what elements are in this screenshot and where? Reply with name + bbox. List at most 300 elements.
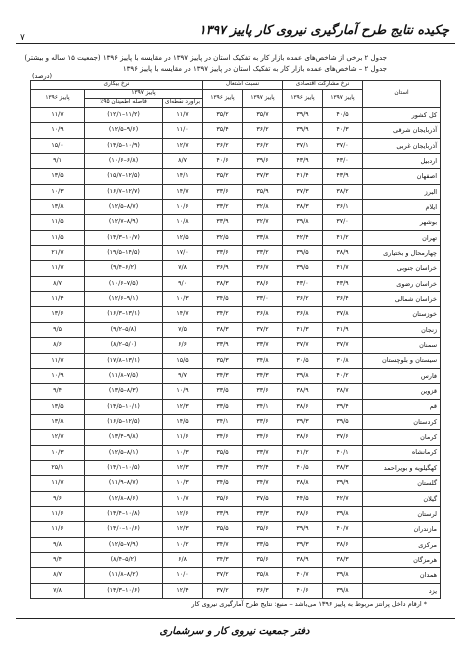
employment-96-cell: ۳۴/۶ xyxy=(203,430,243,445)
province-cell: آذربایجان شرقی xyxy=(363,123,441,138)
confidence-range-cell: (۵/۰–۸/۲) xyxy=(85,338,163,353)
unemployment-97-cell: ۱۴/۱ xyxy=(163,169,203,184)
participation-97-cell: ۳۹/۹ xyxy=(323,476,363,491)
participation-97-cell: ۴۰/۵ xyxy=(323,108,363,123)
table-row xyxy=(31,384,441,399)
participation-97-cell: ۳۷/۰ xyxy=(323,138,363,153)
employment-97-cell: ۳۳/۶ xyxy=(243,414,283,429)
confidence-range-cell: (۹/۸–۱۳/۴) xyxy=(85,430,163,445)
province-cell: سیستان و بلوچستان xyxy=(363,353,441,368)
employment-97-cell: ۳۳/۶ xyxy=(243,384,283,399)
header-confidence-range: فاصله اطمینان ۹۵٪ xyxy=(85,99,163,108)
employment-97-cell: ۳۳/۲ xyxy=(243,246,283,261)
table-row xyxy=(31,522,441,537)
confidence-range-cell: (۹/۱–۱۲/۶) xyxy=(85,292,163,307)
unemployment-96-cell: ۱۱/۷ xyxy=(31,108,85,123)
table-row xyxy=(31,460,441,475)
unemployment-96-cell: ۱۳/۸ xyxy=(31,414,85,429)
confidence-range-cell: (۱۲/۵–۱۵/۷) xyxy=(85,169,163,184)
table-row xyxy=(31,506,441,521)
unemployment-96-cell: ۱۰/۳ xyxy=(31,184,85,199)
participation-97-cell: ۳۸/۶ xyxy=(323,537,363,552)
page-number: ۷ xyxy=(20,33,25,43)
participation-97-cell: ۳۹/۸ xyxy=(323,583,363,598)
employment-97-cell: ۳۵/۹ xyxy=(243,184,283,199)
unemployment-96-cell: ۸/۶ xyxy=(31,338,85,353)
unemployment-97-cell: ۱۱/۰ xyxy=(163,123,203,138)
employment-97-cell: ۳۴/۸ xyxy=(243,353,283,368)
participation-96-cell: ۳۸/۹ xyxy=(283,384,323,399)
unemployment-97-cell: ۱۱/۶ xyxy=(163,430,203,445)
participation-96-cell: ۳۹/۸ xyxy=(283,215,323,230)
employment-97-cell: ۳۲/۴ xyxy=(243,460,283,475)
unemployment-97-cell: ۱۰/۶ xyxy=(163,200,203,215)
employment-97-cell: ۳۲/۸ xyxy=(243,200,283,215)
employment-97-cell: ۳۵/۷ xyxy=(243,108,283,123)
province-cell: خراسان رضوی xyxy=(363,276,441,291)
employment-97-cell: ۳۴/۳ xyxy=(243,368,283,383)
table-caption-secondary: جدول ۲ – شاخص‌های عمده بازار کار به تفکیک استان در پاییز ۱۳۹۷ در مقایسه با پاییز ۱۳۹۶ xyxy=(122,65,387,73)
employment-96-cell: ۳۵/۵ xyxy=(203,445,243,460)
unemployment-97-cell: ۶/۶ xyxy=(163,338,203,353)
province-cell: قم xyxy=(363,399,441,414)
unemployment-96-cell: ۲۱/۷ xyxy=(31,246,85,261)
unemployment-97-cell: ۱۱/۷ xyxy=(163,108,203,123)
employment-96-cell: ۳۵/۲ xyxy=(203,169,243,184)
unemployment-96-cell: ۱۰/۹ xyxy=(31,123,85,138)
unemployment-96-cell: ۹/۸ xyxy=(31,537,85,552)
employment-96-cell: ۳۷/۲ xyxy=(203,583,243,598)
unemployment-97-cell: ۱۰/۳ xyxy=(163,476,203,491)
confidence-range-cell: (۱۲/۷–۱۶/۷) xyxy=(85,184,163,199)
participation-97-cell: ۳۹/۴ xyxy=(323,399,363,414)
footer-divider xyxy=(16,618,455,619)
province-cell: سمنان xyxy=(363,338,441,353)
table-row xyxy=(31,430,441,445)
footer-brand: دفتر جمعیت نیروی کار و سرشماری xyxy=(159,626,310,637)
employment-96-cell: ۳۳/۶ xyxy=(203,184,243,199)
unemployment-97-cell: ۱۰/۲ xyxy=(163,537,203,552)
employment-97-cell: ۳۷/۲ xyxy=(243,322,283,337)
unemployment-96-cell: ۱۱/۷ xyxy=(31,261,85,276)
unemployment-96-cell: ۱۳/۵ xyxy=(31,399,85,414)
unemployment-96-cell: ۹/۴ xyxy=(31,384,85,399)
province-cell: ایلام xyxy=(363,200,441,215)
table-row xyxy=(31,154,441,169)
confidence-range-cell: (۱۳/۱–۱۶/۳) xyxy=(85,307,163,322)
employment-97-cell: ۳۹/۶ xyxy=(243,154,283,169)
participation-97-cell: ۴۳/۰ xyxy=(323,154,363,169)
participation-96-cell: ۳۰/۵ xyxy=(283,353,323,368)
unemployment-96-cell: ۱۳/۵ xyxy=(31,169,85,184)
participation-96-cell: ۴۳/۰ xyxy=(283,276,323,291)
employment-97-cell: ۳۷/۳ xyxy=(243,169,283,184)
header-divider xyxy=(16,43,455,44)
unemployment-96-cell: ۱۰/۳ xyxy=(31,445,85,460)
employment-96-cell: ۳۳/۹ xyxy=(203,506,243,521)
province-cell: کردستان xyxy=(363,414,441,429)
header-point-estimate: برآورد نقطه‌ای xyxy=(163,99,203,108)
province-cell: کرمانشاه xyxy=(363,445,441,460)
province-cell: فارس xyxy=(363,368,441,383)
participation-97-cell: ۳۹/۸ xyxy=(323,506,363,521)
employment-96-cell: ۳۸/۳ xyxy=(203,276,243,291)
employment-96-cell: ۳۶/۲ xyxy=(203,138,243,153)
province-cell: کهگیلویه و بویراحمد xyxy=(363,460,441,475)
province-cell: گیلان xyxy=(363,491,441,506)
participation-96-cell: ۳۸/۹ xyxy=(283,552,323,567)
employment-97-cell: ۳۶/۷ xyxy=(243,261,283,276)
participation-96-cell: ۳۸/۶ xyxy=(283,430,323,445)
province-cell: هرمزگان xyxy=(363,552,441,567)
unemployment-97-cell: ۱۰/۸ xyxy=(163,215,203,230)
employment-97-cell: ۳۲/۷ xyxy=(243,215,283,230)
province-cell: گلستان xyxy=(363,476,441,491)
table-row xyxy=(31,246,441,261)
participation-97-cell: ۳۹/۸ xyxy=(323,568,363,583)
unemployment-97-cell: ۷/۸ xyxy=(163,261,203,276)
confidence-range-cell: (۶/۲–۹/۴) xyxy=(85,261,163,276)
table-row xyxy=(31,200,441,215)
employment-96-cell: ۳۴/۵ xyxy=(203,292,243,307)
unit-label: (درصد) xyxy=(32,72,53,80)
participation-96-cell: ۴۰/۶ xyxy=(283,583,323,598)
employment-96-cell: ۳۵/۶ xyxy=(203,491,243,506)
unemployment-96-cell: ۱۱/۶ xyxy=(31,506,85,521)
province-cell: چهارمحال و بختیاری xyxy=(363,246,441,261)
participation-97-cell: ۳۸/۲ xyxy=(323,184,363,199)
participation-96-cell: ۳۸/۶ xyxy=(283,399,323,414)
unemployment-97-cell: ۱۰/۷ xyxy=(163,491,203,506)
participation-96-cell: ۳۷/۷ xyxy=(283,338,323,353)
participation-96-cell: ۳۹/۸ xyxy=(283,368,323,383)
confidence-range-cell: (۸/۲–۱۱/۸) xyxy=(85,568,163,583)
participation-97-cell: ۳۸/۷ xyxy=(323,384,363,399)
unemployment-96-cell: ۱۱/۷ xyxy=(31,476,85,491)
table-row xyxy=(31,230,441,245)
unemployment-96-cell: ۱۱/۴ xyxy=(31,292,85,307)
confidence-range-cell: (۸/۳–۱۳/۵) xyxy=(85,384,163,399)
employment-97-cell: ۳۴/۱ xyxy=(243,399,283,414)
employment-96-cell: ۳۳/۹ xyxy=(203,338,243,353)
participation-96-cell: ۳۹/۳ xyxy=(283,537,323,552)
participation-97-cell: ۴۰/۲ xyxy=(323,368,363,383)
unemployment-96-cell: ۱۲/۷ xyxy=(31,430,85,445)
participation-97-cell: ۳۹/۵ xyxy=(323,414,363,429)
participation-97-cell: ۴۱/۹ xyxy=(323,322,363,337)
header-title: چکیده نتایج طرح آمارگیری نیروی کار پاییز ۱۳۹۷ xyxy=(199,22,449,37)
unemployment-97-cell: ۱۲/۵ xyxy=(163,230,203,245)
unemployment-97-cell: ۱۰/۰ xyxy=(163,568,203,583)
employment-97-cell: ۳۳/۳ xyxy=(243,506,283,521)
province-cell: یزد xyxy=(363,583,441,598)
participation-97-cell: ۴۰/۳ xyxy=(323,123,363,138)
participation-96-cell: ۴۳/۹ xyxy=(283,154,323,169)
confidence-range-cell: (۱۰/۱–۱۴/۵) xyxy=(85,399,163,414)
confidence-range-cell: (۷/۹–۱۲/۵) xyxy=(85,537,163,552)
unemployment-97-cell: ۱۰/۳ xyxy=(163,445,203,460)
header-unemployment-97: پاییز ۱۳۹۷ xyxy=(85,90,203,99)
unemployment-96-cell: ۹/۶ xyxy=(31,491,85,506)
participation-96-cell: ۳۹/۳ xyxy=(283,414,323,429)
table-row xyxy=(31,307,441,322)
unemployment-96-cell: ۹/۵ xyxy=(31,322,85,337)
participation-96-cell: ۳۷/۳ xyxy=(283,184,323,199)
employment-96-cell: ۳۳/۵ xyxy=(203,384,243,399)
table-row xyxy=(31,292,441,307)
participation-97-cell: ۳۶/۴ xyxy=(323,292,363,307)
employment-97-cell: ۳۵/۶ xyxy=(243,522,283,537)
confidence-range-cell: (۸/۷–۱۱/۹) xyxy=(85,476,163,491)
participation-97-cell: ۳۷/۷ xyxy=(323,338,363,353)
confidence-range-cell: (۸/۹–۱۲/۷) xyxy=(85,215,163,230)
unemployment-97-cell: ۷/۵ xyxy=(163,322,203,337)
unemployment-97-cell: ۱۲/۴ xyxy=(163,583,203,598)
confidence-range-cell: (۵/۸–۹/۲) xyxy=(85,322,163,337)
employment-97-cell: ۳۶/۲ xyxy=(243,123,283,138)
table-row xyxy=(31,138,441,153)
participation-97-cell: ۴۳/۹ xyxy=(323,276,363,291)
unemployment-97-cell: ۱۲/۳ xyxy=(163,460,203,475)
participation-96-cell: ۳۹/۹ xyxy=(283,123,323,138)
table-row xyxy=(31,368,441,383)
table-row xyxy=(31,108,441,123)
employment-97-cell: ۳۳/۷ xyxy=(243,445,283,460)
unemployment-97-cell: ۱۰/۹ xyxy=(163,384,203,399)
employment-96-cell: ۳۸/۳ xyxy=(203,322,243,337)
province-cell: اردبیل xyxy=(363,154,441,169)
participation-96-cell: ۴۱/۳ xyxy=(283,322,323,337)
employment-96-cell: ۳۴/۳ xyxy=(203,552,243,567)
employment-96-cell: ۳۴/۵ xyxy=(203,476,243,491)
employment-96-cell: ۳۳/۵ xyxy=(203,399,243,414)
employment-96-cell: ۳۵/۲ xyxy=(203,108,243,123)
unemployment-96-cell: ۱۱/۷ xyxy=(31,353,85,368)
labor-stats-table xyxy=(30,80,441,599)
unemployment-96-cell: ۹/۱ xyxy=(31,154,85,169)
employment-97-cell: ۳۶/۲ xyxy=(243,138,283,153)
unemployment-97-cell: ۱۲/۳ xyxy=(163,399,203,414)
participation-97-cell: ۳۰/۸ xyxy=(323,353,363,368)
province-cell: لرستان xyxy=(363,506,441,521)
province-cell: اصفهان xyxy=(363,169,441,184)
header-unemployment-96: پاییز ۱۳۹۶ xyxy=(31,90,85,108)
unemployment-96-cell: ۱۰/۹ xyxy=(31,368,85,383)
footnote: * ارقام داخل پرانتز مربوط به پاییز ۱۳۹۶ می‌باشد – منبع: نتایج طرح آمارگیری نیروی کار xyxy=(191,600,427,608)
table-row xyxy=(31,338,441,353)
unemployment-96-cell: ۱۳/۸ xyxy=(31,200,85,215)
unemployment-97-cell: ۱۰/۳ xyxy=(163,292,203,307)
table-row xyxy=(31,261,441,276)
table-row xyxy=(31,184,441,199)
table-row xyxy=(31,215,441,230)
confidence-range-cell: (۵/۲–۸/۴) xyxy=(85,552,163,567)
table-row xyxy=(31,276,441,291)
participation-96-cell: ۳۶/۲ xyxy=(283,292,323,307)
employment-97-cell: ۳۵/۸ xyxy=(243,568,283,583)
participation-96-cell: ۴۰/۷ xyxy=(283,568,323,583)
confidence-range-cell: (۷/۵–۱۱/۸) xyxy=(85,368,163,383)
confidence-range-cell: (۱۳/۱–۱۷/۸) xyxy=(85,353,163,368)
participation-97-cell: ۳۷/۰ xyxy=(323,215,363,230)
province-cell: همدان xyxy=(363,568,441,583)
employment-96-cell: ۳۷/۲ xyxy=(203,568,243,583)
unemployment-97-cell: ۱۴/۷ xyxy=(163,184,203,199)
province-cell: تهران xyxy=(363,230,441,245)
table-row xyxy=(31,552,441,567)
header-employment-97: پاییز ۱۳۹۷ xyxy=(243,90,283,108)
unemployment-96-cell: ۲۵/۱ xyxy=(31,460,85,475)
confidence-range-cell: (۱۰/۶–۱۴/۳) xyxy=(85,583,163,598)
employment-97-cell: ۳۸/۶ xyxy=(243,276,283,291)
employment-97-cell: ۳۴/۷ xyxy=(243,476,283,491)
province-cell: قزوین xyxy=(363,384,441,399)
participation-97-cell: ۴۰/۷ xyxy=(323,522,363,537)
table-row xyxy=(31,399,441,414)
unemployment-96-cell: ۱۱/۵ xyxy=(31,215,85,230)
province-cell: خراسان جنوبی xyxy=(363,261,441,276)
confidence-range-cell: (۱۰/۸–۱۴/۴) xyxy=(85,506,163,521)
participation-97-cell: ۴۱/۷ xyxy=(323,261,363,276)
participation-97-cell: ۳۶/۱ xyxy=(323,200,363,215)
employment-97-cell: ۳۶/۸ xyxy=(243,307,283,322)
header-unemployment: نرخ بیکاری xyxy=(31,81,203,90)
province-cell: خراسان شمالی xyxy=(363,292,441,307)
unemployment-97-cell: ۸/۷ xyxy=(163,154,203,169)
participation-96-cell: ۴۰/۵ xyxy=(283,460,323,475)
confidence-range-cell: (۷/۵–۱۰/۶) xyxy=(85,276,163,291)
unemployment-96-cell: ۱۱/۵ xyxy=(31,230,85,245)
employment-96-cell: ۴۰/۶ xyxy=(203,154,243,169)
employment-96-cell: ۳۵/۴ xyxy=(203,123,243,138)
participation-97-cell: ۳۷/۸ xyxy=(323,307,363,322)
participation-97-cell: ۴۳/۹ xyxy=(323,169,363,184)
employment-97-cell: ۳۳/۸ xyxy=(243,230,283,245)
unemployment-97-cell: ۱۲/۶ xyxy=(163,506,203,521)
employment-96-cell: ۳۴/۴ xyxy=(203,460,243,475)
employment-97-cell: ۳۴/۶ xyxy=(243,430,283,445)
confidence-range-cell: (۱۰/۶–۱۴/۰) xyxy=(85,522,163,537)
participation-96-cell: ۳۹/۵ xyxy=(283,261,323,276)
participation-96-cell: ۳۸/۶ xyxy=(283,506,323,521)
table-row xyxy=(31,169,441,184)
unemployment-96-cell: ۸/۷ xyxy=(31,276,85,291)
header-province: استان xyxy=(363,81,441,108)
employment-96-cell: ۳۴/۷ xyxy=(203,537,243,552)
province-cell: آذربایجان غربی xyxy=(363,138,441,153)
employment-96-cell: ۳۳/۶ xyxy=(203,246,243,261)
participation-97-cell: ۴۱/۲ xyxy=(323,230,363,245)
participation-96-cell: ۴۱/۴ xyxy=(283,169,323,184)
unemployment-97-cell: ۱۷/۰ xyxy=(163,246,203,261)
participation-96-cell: ۳۸/۸ xyxy=(283,476,323,491)
participation-96-cell: ۴۱/۲ xyxy=(283,445,323,460)
confidence-range-cell: (۱۲/۵–۱۶/۵) xyxy=(85,414,163,429)
participation-96-cell: ۳۸/۳ xyxy=(283,200,323,215)
table-body xyxy=(31,108,441,599)
employment-96-cell: ۳۵/۵ xyxy=(203,522,243,537)
participation-96-cell: ۳۷/۱ xyxy=(283,138,323,153)
employment-97-cell: ۳۵/۶ xyxy=(243,552,283,567)
province-cell: خوزستان xyxy=(363,307,441,322)
province-cell: کرمان xyxy=(363,430,441,445)
unemployment-96-cell: ۱۵/۰ xyxy=(31,138,85,153)
header-participation: نرخ مشارکت اقتصادی xyxy=(283,81,363,90)
province-cell: البرز xyxy=(363,184,441,199)
unemployment-96-cell: ۸/۷ xyxy=(31,568,85,583)
participation-97-cell: ۴۰/۱ xyxy=(323,445,363,460)
unemployment-96-cell: ۱۳/۶ xyxy=(31,307,85,322)
unemployment-97-cell: ۶/۸ xyxy=(163,552,203,567)
employment-96-cell: ۳۴/۱ xyxy=(203,414,243,429)
employment-96-cell: ۳۴/۳ xyxy=(203,368,243,383)
table-row xyxy=(31,123,441,138)
table-row xyxy=(31,537,441,552)
unemployment-97-cell: ۹/۷ xyxy=(163,368,203,383)
table-row xyxy=(31,476,441,491)
participation-96-cell: ۳۶/۸ xyxy=(283,307,323,322)
participation-96-cell: ۴۴/۵ xyxy=(283,491,323,506)
province-cell: کل کشور xyxy=(363,108,441,123)
unemployment-97-cell: ۹/۰ xyxy=(163,276,203,291)
header-participation-97: پاییز ۱۳۹۷ xyxy=(323,90,363,108)
table-row xyxy=(31,583,441,598)
confidence-range-cell: (۱۰/۵–۱۴/۱) xyxy=(85,460,163,475)
unemployment-97-cell: ۱۵/۵ xyxy=(163,353,203,368)
confidence-range-cell: (۹/۶–۱۲/۵) xyxy=(85,123,163,138)
participation-96-cell: ۴۲/۴ xyxy=(283,230,323,245)
unemployment-97-cell: ۱۲/۳ xyxy=(163,522,203,537)
participation-96-cell: ۳۹/۹ xyxy=(283,522,323,537)
header-participation-96: پاییز ۱۳۹۶ xyxy=(283,90,323,108)
participation-96-cell: ۳۹/۹ xyxy=(283,108,323,123)
confidence-range-cell: (۱۰/۷–۱۴/۳) xyxy=(85,230,163,245)
employment-97-cell: ۳۶/۳ xyxy=(243,583,283,598)
province-cell: مازندران xyxy=(363,522,441,537)
confidence-range-cell: (۶/۸–۱۰/۶) xyxy=(85,154,163,169)
unemployment-96-cell: ۱۱/۶ xyxy=(31,522,85,537)
confidence-range-cell: (۸/۶–۱۲/۸) xyxy=(85,491,163,506)
employment-96-cell: ۳۲/۵ xyxy=(203,230,243,245)
table-row xyxy=(31,353,441,368)
confidence-range-cell: (۸/۱–۱۲/۵) xyxy=(85,445,163,460)
employment-97-cell: ۳۳/۷ xyxy=(243,338,283,353)
header-employment: نسبت اشتغال xyxy=(203,81,283,90)
unemployment-96-cell: ۹/۴ xyxy=(31,552,85,567)
table-row xyxy=(31,322,441,337)
table-row xyxy=(31,568,441,583)
unemployment-96-cell: ۷/۸ xyxy=(31,583,85,598)
unemployment-97-cell: ۱۴/۵ xyxy=(163,414,203,429)
confidence-range-cell: (۱۰/۹–۱۴/۵) xyxy=(85,138,163,153)
employment-97-cell: ۳۳/۰ xyxy=(243,292,283,307)
employment-97-cell: ۳۳/۵ xyxy=(243,537,283,552)
table-row xyxy=(31,414,441,429)
participation-97-cell: ۴۲/۷ xyxy=(323,491,363,506)
unemployment-97-cell: ۱۴/۷ xyxy=(163,307,203,322)
participation-97-cell: ۳۸/۳ xyxy=(323,460,363,475)
employment-96-cell: ۳۳/۲ xyxy=(203,200,243,215)
province-cell: زنجان xyxy=(363,322,441,337)
confidence-range-cell: (۱۱/۲–۱۲/۱) xyxy=(85,108,163,123)
participation-96-cell: ۳۹/۵ xyxy=(283,246,323,261)
table-row xyxy=(31,445,441,460)
confidence-range-cell: (۱۴/۵–۱۹/۵) xyxy=(85,246,163,261)
employment-96-cell: ۳۶/۹ xyxy=(203,261,243,276)
employment-97-cell: ۳۷/۵ xyxy=(243,491,283,506)
table-caption-primary: جدول ۲ برخی از شاخص‌های عمده بازار کار به تفکیک استان در پاییز ۱۳۹۷ در مقایسه با پاییز ۱۳۹۶ (جمعیت ۱۵ ساله و بیشتر) xyxy=(24,54,387,62)
unemployment-97-cell: ۱۲/۷ xyxy=(163,138,203,153)
